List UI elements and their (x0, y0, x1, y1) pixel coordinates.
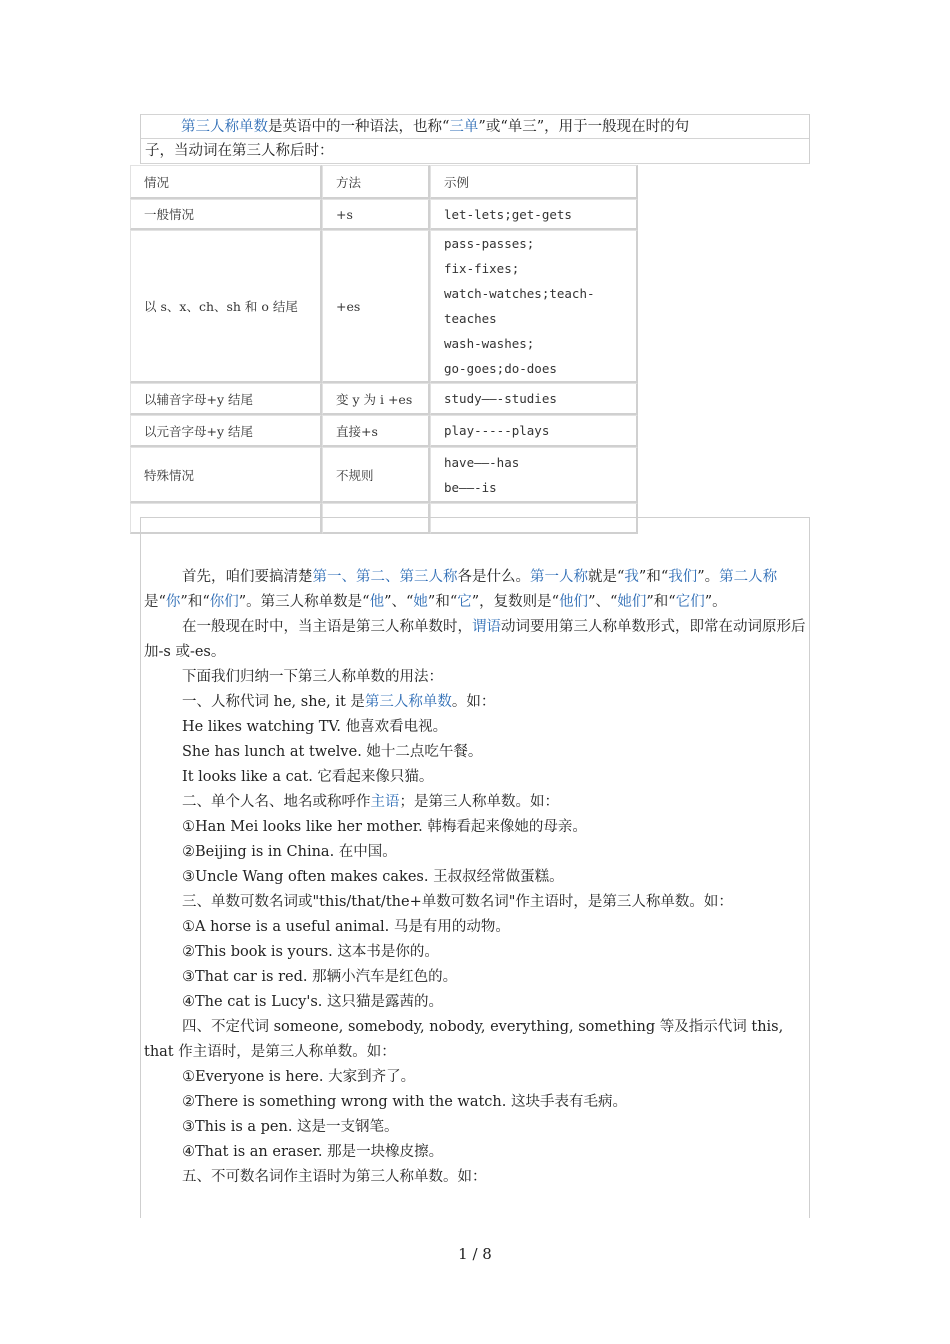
link-ta-she[interactable]: 她 (413, 594, 428, 610)
link-ni[interactable]: 你 (165, 594, 181, 610)
example-line: be——-is (444, 479, 497, 495)
text: ”和“ (646, 594, 676, 610)
example-sentence: ③This is a pen. 这是一支钢笔。 (182, 1119, 399, 1135)
example-sentence: ③Uncle Wang often makes cakes. 王叔叔经常做蛋糕。 (182, 869, 564, 885)
cell-examples (430, 230, 638, 383)
paragraph-persons (144, 565, 812, 615)
text: 首先，咱们要搞清楚 (182, 569, 313, 585)
link-subject[interactable]: 主语 (370, 794, 400, 810)
example-line: watch-watches;teach-teaches (444, 286, 595, 326)
link-first-person[interactable]: 第一人称 (530, 569, 588, 585)
cell-method: 变 y 为 i +es (322, 383, 430, 415)
link-ta-he[interactable]: 他 (369, 594, 385, 610)
intro-text: ”或“单三”，用于一般现在时的句 (478, 119, 690, 135)
example-sentence: ②There is something wrong with the watch. 这块手表有毛病。 (182, 1094, 627, 1110)
example-sentence: ②This book is yours. 这本书是你的。 (182, 944, 439, 960)
example-sentence: He likes watching TV. 他喜欢看电视。 (182, 719, 448, 735)
text: ”和“ (427, 594, 458, 610)
example-sentence: ①Han Mei looks like her mother. 韩梅看起来像她的母亲。 (182, 819, 587, 835)
cell-examples (430, 415, 638, 447)
intro-line-1 (141, 114, 809, 139)
table-row (130, 447, 638, 503)
link-tamen-it[interactable]: 它们 (675, 594, 705, 610)
link-ta-it[interactable]: 它 (457, 594, 472, 610)
text: ”、“ (384, 594, 414, 610)
link-women[interactable]: 我们 (668, 569, 698, 585)
cell-method: 直接+s (322, 415, 430, 447)
text: ”。第三人称单数是“ (238, 594, 370, 610)
link-nimen[interactable]: 你们 (209, 594, 239, 610)
link-sandan[interactable]: 三单 (449, 119, 479, 135)
rules-table (130, 165, 638, 534)
cell-case: 特殊情况 (130, 447, 322, 503)
cell-examples (430, 199, 638, 230)
cell-method: +es (322, 230, 430, 383)
table-row (130, 415, 638, 447)
page-number: 1 / 8 (458, 1245, 492, 1263)
example-line: play-----plays (444, 423, 550, 438)
text: 。如： (451, 694, 496, 710)
example-sentence: ④That is an eraser. 那是一块橡皮擦。 (182, 1144, 444, 1160)
header-case: 情况 (130, 165, 322, 199)
header-method: 方法 (322, 165, 430, 199)
text: ”。 (704, 594, 727, 610)
link-tamen-they[interactable]: 他们 (559, 594, 589, 610)
text: ”。 (697, 569, 720, 585)
example-line: go-goes;do-does (444, 361, 557, 376)
section-3-heading: 三、单数可数名词或"this/that/the+单数可数名词"作主语时，是第三人称单数。如： (182, 894, 733, 910)
link-tamen-female[interactable]: 她们 (617, 594, 647, 610)
text: 动词要用第三人称单数形式，即常在动词原形后加-s 或-es。 (144, 619, 806, 660)
text: ”、“ (588, 594, 618, 610)
example-sentence: It looks like a cat. 它看起来像只猫。 (182, 769, 434, 785)
link-persons[interactable]: 第一、第二、第三人称 (312, 569, 458, 585)
example-line: pass-passes; (444, 236, 535, 251)
example-sentence: ②Beijing is in China. 在中国。 (182, 844, 397, 860)
example-sentence: ①Everyone is here. 大家到齐了。 (182, 1069, 416, 1085)
example-sentence: ③That car is red. 那辆小汽车是红色的。 (182, 969, 458, 985)
cell-examples (430, 447, 638, 503)
example-sentence: ④The cat is Lucy's. 这只猫是露茜的。 (182, 994, 444, 1010)
intro-text: 是英语中的一种语法，也称“ (268, 119, 450, 135)
text: ”和“ (638, 569, 669, 585)
cell-case: 以 s、x、ch、sh 和 o 结尾 (130, 230, 322, 383)
cell-case: 以元音字母+y 结尾 (130, 415, 322, 447)
example-line: fix-fixes; (444, 261, 520, 276)
text: 各是什么。 (457, 569, 530, 585)
text: 一、人称代词 he, she, it 是 (182, 694, 365, 710)
paragraph-predicate (144, 615, 812, 665)
section-1-heading (144, 690, 812, 715)
header-example: 示例 (430, 165, 638, 199)
example-sentence: ①A horse is a useful animal. 马是有用的动物。 (182, 919, 510, 935)
text: ”，复数则是“ (471, 594, 560, 610)
example-line: wash-washes; (444, 336, 535, 351)
link-wo[interactable]: 我 (624, 569, 639, 585)
intro-line-2: 子，当动词在第三人称后时： (141, 139, 809, 164)
section-5-heading: 五、不可数名词作主语时为第三人称单数。如： (182, 1169, 487, 1185)
cell-case: 一般情况 (130, 199, 322, 230)
table-row (130, 230, 638, 383)
table-row (130, 199, 638, 230)
text: 是“ (144, 594, 166, 610)
link-third-person-singular[interactable]: 第三人称单数 (364, 694, 452, 710)
text: 二、单个人名、地名或称呼作 (182, 794, 371, 810)
text: ；是第三人称单数。如： (399, 794, 559, 810)
cell-examples (430, 383, 638, 415)
section-2-heading (144, 790, 812, 815)
text: 就是“ (588, 569, 625, 585)
link-predicate[interactable]: 谓语 (472, 619, 501, 635)
example-sentence: She has lunch at twelve. 她十二点吃午餐。 (182, 744, 483, 760)
link-third-person-singular[interactable]: 第三人称单数 (181, 119, 268, 135)
table-row (130, 383, 638, 415)
example-line: study——-studies (444, 391, 557, 406)
paragraph-summary: 下面我们归纳一下第三人称单数的用法： (182, 669, 443, 685)
table-header-row (130, 165, 638, 199)
text: 在一般现在时中，当主语是第三人称单数时， (182, 619, 472, 635)
example-line: have——-has (444, 454, 520, 470)
cell-case: 以辅音字母+y 结尾 (130, 383, 322, 415)
section-4-heading: 四、不定代词 someone, somebody, nobody, everything, something 等及指示代词 this, that 作主语时，是第三人称单数。如： (144, 1019, 784, 1060)
example-line: let-lets;get-gets (444, 206, 572, 222)
content-body (144, 565, 812, 1190)
cell-method: 不规则 (322, 447, 430, 503)
cell-method: +s (322, 199, 430, 230)
link-second-person[interactable]: 第二人称 (719, 569, 778, 585)
intro-box (140, 114, 810, 164)
text: ”和“ (180, 594, 210, 610)
